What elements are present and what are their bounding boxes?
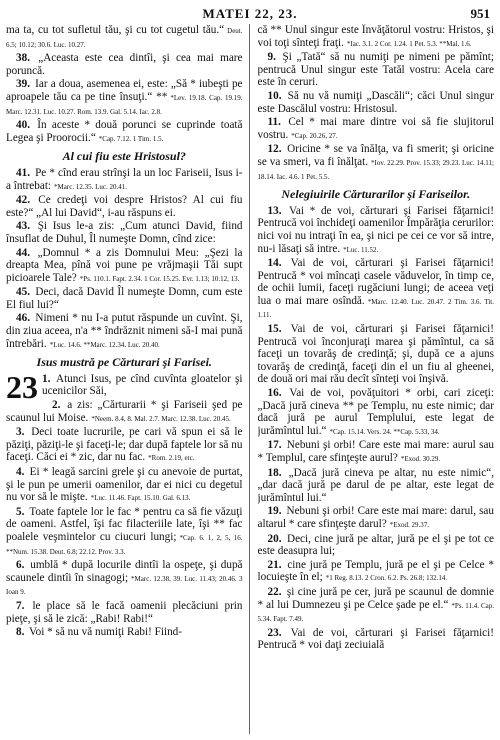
verse-number: 3. (16, 426, 25, 439)
verse (258, 205, 495, 256)
verse (258, 90, 495, 115)
verse-text: a zis: „Cărturarii * şi Fariseii şed pe scaunul lui Moise. (6, 399, 243, 424)
verse-number: 16. (267, 387, 282, 400)
verse-number: 1. (42, 372, 51, 385)
verse (258, 505, 495, 531)
verse (6, 426, 243, 465)
verse-number: 11. (267, 116, 281, 129)
verse (6, 24, 243, 51)
verse-text: Pe * cînd erau strînşi la un loc Fariseii, Isus i-a întrebat: (6, 166, 243, 192)
verse-text: Voi * să nu vă numiţi Rabi! Fiind- (29, 626, 182, 639)
verse (6, 600, 243, 625)
verse-number: 8. (16, 626, 25, 639)
cross-reference: *1 Reg. 8.13. 2 Cron. 6.2. Ps. 26.8; 132.14. (325, 574, 448, 583)
verse-number: 42. (16, 194, 30, 207)
verse-text: „Dacă jură cineva pe altar, nu este nimic“, „dar dacă jură pe darul de pe altar, este legat de jurămîntul lui.“ (257, 466, 494, 504)
verse-text: Nimeni * nu I-a putut răspunde un cuvînt. Şi, din ziua aceea, n'a ** îndrăznit nimeni să-I mai pună întrebări. (6, 312, 243, 350)
verse-number: 21. (267, 558, 282, 571)
verse-number: 39. (16, 78, 30, 91)
verse (258, 586, 495, 626)
verse-number: 43. (16, 220, 30, 233)
cross-reference: *Marc. 12.38, 39. Luc. 11.43; 20.46. 3 Ioan 9. (6, 574, 243, 597)
verse-text: „Aceasta este cea dintîi, şi cea mai mare poruncă. (6, 52, 243, 77)
verse (258, 257, 495, 322)
verse (6, 559, 243, 599)
section-heading: Nelegiuirile Cărturarilor şi Fariseilor. (281, 187, 471, 202)
verse-number: 45. (16, 286, 30, 299)
verse-number: 6. (16, 559, 25, 572)
verse-number: 19. (267, 505, 282, 518)
section-heading: Al cui fiu este Hristosul? (62, 149, 186, 164)
section-heading: Isus mustră pe Cărturari şi Farisei. (36, 355, 212, 370)
verse-number: 15. (267, 323, 282, 336)
verse (258, 51, 495, 89)
running-title: MATEI 22, 23. (202, 6, 298, 21)
verse-text: Ce credeţi voi despre Hristos? Al cui fiu este?“ „Al lui David“, i-au răspuns ei. (6, 194, 243, 219)
left-column (6, 24, 250, 734)
cross-reference: *Ps. 11.4. Cap. 5.34. Fapt. 7.49. (257, 601, 494, 624)
verse (6, 626, 243, 639)
verse (6, 52, 243, 77)
verse-text: cine jură pe Templu, jură pe el şi pe Celce * locuieşte în el; (257, 558, 494, 584)
verse-text: Vai de voi, cărturari şi Farisei făţarnici! Pentrucă * voi mîncaţi casele văduvelor, în timp ce, de ochii lumii, faceţi rugăciuni lungi; de aceea veţi lua o mai mare osîndă. (257, 257, 494, 307)
verse-text: ma ta, cu tot sufletul tău, şi cu tot cugetul tău.“ (6, 24, 225, 36)
verse-number: 40. (16, 119, 30, 132)
page-number: 951 (470, 6, 490, 21)
verse (6, 78, 243, 118)
verse-text: le place să le facă oamenii plecăciuni prin pieţe, şi să le zică: „Rabi! Rabi!“ (6, 599, 243, 625)
right-column (258, 24, 495, 734)
verse-text: umblă * după locurile dintîi la ospeţe, şi după scaunele dintîi în sinagogi; (6, 559, 243, 584)
verse (258, 467, 495, 505)
verse-text: Iar a doua, asemenea ei, este: „Să * iubeşti pe aproapele tău ca pe tine însuţi.“ ** (6, 78, 243, 103)
verse (6, 286, 243, 311)
verse-number: 10. (267, 89, 282, 102)
cross-reference: *Luc. 14.6. **Marc. 12.34. Luc. 20.40. (49, 340, 160, 349)
verse-text: Deci, dacă David Îl numeşte Domn, cum este El fiul lui?“ (6, 286, 243, 311)
verse (6, 312, 243, 351)
verse (6, 506, 243, 558)
cross-reference: *Exod. 29.37. (389, 520, 429, 529)
verse-text: Vai de voi, povăţuitori * orbi, cari ziceţi: „Dacă jură cineva ** pe Templu, nu este nimic; dar dacă jură pe aurul Templului, este legat de jurămîntul lui.“ (257, 387, 494, 437)
cross-reference: Deut. 6.5; 10.12; 30.6. Luc. 10.27. (6, 27, 243, 49)
verse-text: Toate faptele lor le fac * pentru ca să fie văzuţi de oameni. Astfel, îşi fac filacteriile late, îşi ** fac poalele veşmintelor cu ciucuri lungi; (6, 505, 243, 543)
text-columns (6, 24, 494, 734)
verse-text: Şi Isus le-a zis: „Cum atunci David, fiind însuflat de Duhul, Îl numeşte Domn, cînd zice: (6, 220, 243, 245)
cross-reference: *Iac. 3.1. 2 Cor. 1.24. 1 Pet. 5.3. **Mal. 1.6. (346, 39, 472, 48)
verse (6, 247, 243, 286)
verse (258, 533, 495, 558)
verse-text: În aceste * două porunci se cuprinde toată Legea şi Proorocii.“ (6, 119, 243, 144)
verse-text: Atunci Isus, pe cînd cuvînta gloatelor şi ucenicilor Săi, (42, 372, 243, 398)
verse-text: Vai de voi, cărturari şi Farisei făţarnici! Pentrucă * voi daţi zeciuială (257, 626, 494, 652)
cross-reference: *Marc. 12.35. Luc. 20.41. (54, 182, 127, 191)
verse-text: că ** Unul singur este Învăţătorul vostru: Hristos, şi voi toţi sînteţi fraţi. (257, 24, 494, 49)
cross-reference: *Neem. 8.4, 8. Mal. 2.7. Marc. 12.38. Luc. 20.45. (91, 414, 231, 423)
verse-text: Vai de voi, cărturari şi Farisei făţarnici! Pentrucă voi înconjuraţi marea şi pămîntul, ca să faceţi un tovarăş de credinţă; şi, după ce a ajuns tovarăş de credinţă, faceţi din el un fiu al gheenei, de două ori mai rău decît sînteţi voi înşivă. (257, 323, 494, 386)
cross-reference: *Marc. 12.40. Luc. 20.47. 2 Tim. 3.6. Tit. 1.11. (257, 297, 494, 320)
verse-number: 23. (267, 626, 282, 639)
cross-reference: *Cap. 6. 1, 2, 5, 16. **Num. 15.38. Deut. 6.8; 22.12. Prov. 3.3. (6, 533, 243, 556)
verse-text: „Domnul * a zis Domnului Meu: „Şezi la dreapta Mea, pînă voi pune pe vrăjmaşii Tăi supt picioarele Tale? (6, 246, 243, 284)
verse (6, 220, 243, 245)
verse-text: şi cine jură pe cer, jură pe scaunul de domnie * al lui Dumnezeu şi pe Celce şade pe el.“ (257, 585, 494, 611)
cross-reference: *Lev. 19.18. Cap. 19.19. Marc. 12.31. Luc. 10.27. Rom. 13.9. Gal. 5.14. Iac. 2.8. (6, 93, 243, 116)
cross-reference: *Cap. 7.12. 1 Tim. 1.5. (98, 134, 164, 143)
verse (258, 323, 495, 386)
verse-number: 5. (16, 505, 25, 518)
verse-number: 2. (52, 399, 61, 412)
verse-text: Să nu vă numiţi „Dascăli“; căci Unul singur este Dascălul vostru: Hristosul. (257, 89, 494, 115)
verse-text: Deci toate lucrurile, pe cari vă spun ei să le păziţi, păziţi-le şi faceţi-le; dar după faptele lor să nu faceţi. Căci ei * zic, dar nu fac. (6, 426, 243, 464)
verse-number: 18. (267, 466, 282, 479)
verse-number: 22. (267, 585, 282, 598)
cross-reference: *Luc. 11.52. (343, 245, 379, 254)
verse (258, 627, 495, 652)
cross-reference: *Ps. 110.1. Fapt. 2.34. 1 Cor. 15.25. Evr. 1.13; 10.12, 13. (79, 274, 240, 283)
verse-text: Deci, cine jură pe altar, jură pe el şi pe tot ce este deasupra lui; (257, 532, 494, 558)
verse (258, 116, 495, 142)
verse-text: Şi „Tată“ să nu numiţi pe nimeni pe pămînt; pentrucă Unul singur este Tatăl vostru: Acela care este în ceruri. (257, 51, 494, 89)
cross-reference: *Exod. 30.29. (400, 455, 441, 463)
chapter-number: 23 (6, 368, 38, 405)
cross-reference: *Cap. 20.26, 27. (291, 131, 338, 140)
verse-text: Cel * mai mare dintre voi să fie slujitorul vostru. (257, 116, 494, 141)
verse-text: Nebuni şi orbi! Care este mai mare: darul, sau altarul * care sfinţeşte darul? (257, 505, 494, 530)
verse-number: 44. (16, 246, 30, 259)
verse-text: Ei * leagă sarcini grele şi cu anevoie de purtat, şi le pun pe umerii oamenilor, dar ei nici cu degetul nu vor să le mişte. (6, 466, 243, 504)
verse-number: 41. (16, 166, 30, 179)
verse-text: Vai * de voi, cărturari şi Farisei făţarnici! Pentrucă voi închideţi oamenilor Împărăţia cerurilor: nici voi nu intraţi în ea, şi nici pe cei ce vor să intre, nu-i lăsaţi să intre. (257, 204, 494, 255)
chapter-start (6, 368, 243, 405)
verse-number: 17. (267, 439, 282, 452)
cross-reference: *Rom. 2.19, etc. (148, 454, 195, 463)
verse-number: 7. (16, 599, 25, 612)
verse (6, 194, 243, 219)
verse (6, 167, 243, 193)
verse-number: 13. (267, 204, 282, 217)
verse-number: 12. (267, 143, 282, 156)
verse-number: 38. (16, 52, 30, 65)
verse (258, 439, 495, 465)
cross-reference: *Cap. 15.14. Vers. 24. **Cap. 5.33, 34. (329, 427, 440, 436)
verse (6, 119, 243, 145)
verse (6, 399, 243, 425)
verse-number: 9. (267, 51, 276, 64)
verse-number: 14. (267, 257, 282, 270)
verse (258, 559, 495, 585)
verse-text: Nebuni şi orbi! Care este mai mare: aurul sau * Templul, care sfinţeşte aurul? (257, 439, 494, 464)
verse-number: 4. (16, 466, 25, 478)
cross-reference: *Luc. 11.46. Fapt. 15.10. Gal. 6.13. (90, 494, 191, 503)
verse-text: Oricine * se va înălţa, va fi smerit; şi oricine se va smeri, va fi înălţat. (257, 143, 494, 168)
page-header (6, 4, 494, 24)
verse (258, 143, 495, 183)
verse (6, 466, 243, 505)
verse-number: 46. (16, 312, 30, 325)
verse-number: 20. (267, 532, 282, 545)
verse (258, 24, 495, 50)
cross-reference: *Iov. 22.29. Prov. 15.33; 29.23. Luc. 14.11; 18.14. Iac. 4.6. 1 Pet. 5.5. (257, 158, 494, 181)
verse (258, 387, 495, 438)
